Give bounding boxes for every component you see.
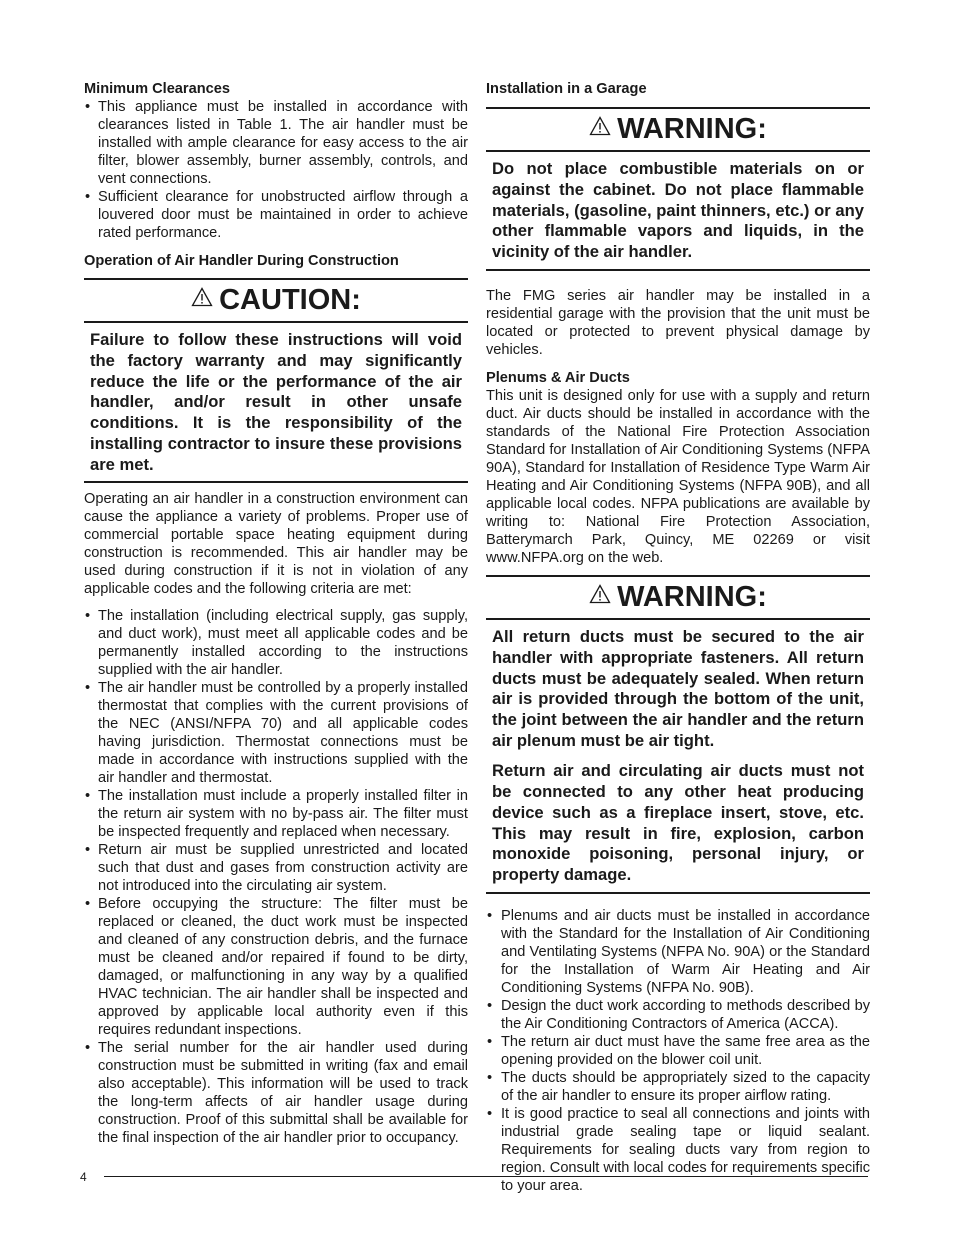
list-item: • This appliance must be installed in accordance with clearances listed in Table 1. The air handler must be installed with ample clearance for easy access to the air filter, blower assembly, burner assembly, controls, and vent connections.	[84, 98, 468, 188]
page-number: 4	[80, 1170, 87, 1184]
list-item: • Design the duct work according to methods described by the Air Conditioning Contractors of America (ACCA).	[486, 997, 870, 1033]
caution-box	[84, 278, 468, 483]
garage-heading: Installation in a Garage	[486, 81, 647, 97]
warning-title	[486, 107, 870, 152]
list-item: • The installation must include a properly installed filter in the return air system with no by-pass air. The filter must be inspected frequently and replaced when necessary.	[84, 787, 468, 841]
warning-text: Do not place combustible materials on or against the cabinet. Do not place flammable materials, (gasoline, paint thinners, etc.) or any other flammable vapors and liquids, in the vicinity of the air handler.	[492, 159, 864, 262]
list-item: • Before occupying the structure: The filter must be replaced or cleaned, the duct work must be inspected and cleaned of any construction debris, and the furnace must be cleaned and/or repaired if found to be dirty, damaged, or malfunctioning in any way by a qualified HVAC technician. The air handler shall be inspected and approved by applicable local authority even if this requires redundant inspections.	[84, 895, 468, 1039]
plenums-heading: Plenums & Air Ducts	[486, 369, 630, 386]
warning-title	[486, 575, 870, 620]
list-item: • The installation (including electrical supply, gas supply, and duct work), must meet all applicable codes and be permanently installed according to the instructions supplied with the air handler.	[84, 607, 468, 679]
list-item: • It is good practice to seal all connections and joints with industrial grade sealing tape or liquid sealant. Requirements for sealing ducts vary from region to region. Consult with local codes for requirements specific to your area.	[486, 1105, 870, 1195]
warning-triangle-icon	[191, 279, 213, 317]
caution-text: Failure to follow these instructions will void the factory warranty and may significantly reduce the life or the performance of the air handler, and/or result in other unsafe conditions. It is the responsibility of the installing contractor to insure these provisions are met.	[90, 330, 462, 474]
list-item: • Return air must be supplied unrestricted and located such that dust and gases from construction activity are not introduced into the circulating air system.	[84, 841, 468, 895]
warning-triangle-icon	[589, 576, 611, 614]
caution-title-text: CAUTION:	[219, 284, 361, 316]
minimum-clearances-heading: Minimum Clearances	[84, 81, 230, 97]
warning-box-ducts	[486, 575, 870, 894]
left-column	[84, 80, 468, 1147]
list-item: • The air handler must be controlled by a properly installed thermostat that complies with the current provisions of the NEC (ANSI/NFPA 70) and all applicable codes having jurisdiction. Thermostat connections must be made in accordance with instructions supplied with the air handler and thermostat.	[84, 679, 468, 787]
list-item: • The ducts should be appropriately sized to the capacity of the air handler to ensure its proper airflow rating.	[486, 1069, 870, 1105]
warning-text: Return air and circulating air ducts must not be connected to any other heat producing device such as a fireplace insert, stove, etc. This may result in fire, explosion, carbon monoxide poisoning, personal injury, or property damage.	[492, 761, 864, 884]
warning-triangle-icon	[589, 108, 611, 146]
list-item: • The return air duct must have the same free area as the opening provided on the blower coil unit.	[486, 1033, 870, 1069]
caution-title	[84, 278, 468, 323]
list-item: • Plenums and air ducts must be installed in accordance with the Standard for the Installation of Air Conditioning and Ventilating Systems (NFPA No. 90A) or the Standard for the Installation of Warm Air Heating and Air Conditioning Systems (NFPA No. 90B).	[486, 907, 870, 997]
warning-title-text: WARNING:	[617, 580, 767, 613]
construction-criteria-list	[84, 607, 468, 1147]
plenums-paragraph: This unit is designed only for use with a supply and return duct. Air ducts should be installed in accordance with the standards of the National Fire Protection Association Standard for Installation of Air Conditioning Systems (NFPA 90A), Standard for Installation of Residence Type Warm Air Heating and Air Conditioning Systems (NFPA 90B), and all applicable local codes. NFPA publications are available by writing to: National Fire Protection Association, Batterymarch Park, Quincy, ME 02269 or visit www.NFPA.org on the web.	[486, 387, 870, 566]
list-item: • Sufficient clearance for unobstructed airflow through a louvered door must be maintained in order to achieve rated performance.	[84, 188, 468, 242]
warning-body	[486, 620, 870, 893]
warning-box-garage	[486, 107, 870, 271]
warning-title-text: WARNING:	[617, 113, 767, 145]
warning-body	[486, 152, 870, 271]
operation-heading: Operation of Air Handler During Construction	[84, 253, 399, 269]
garage-paragraph: The FMG series air handler may be installed in a residential garage with the provision that the unit must be located or protected to prevent physical damage by vehicles.	[486, 287, 870, 358]
list-item: • The serial number for the air handler used during construction must be submitted in writing (fax and email also acceptable). This information will be used to track the long-term affects of air handler usage during construction. Proof of this submittal shall be available for the final inspection of the air handler prior to occupancy.	[84, 1039, 468, 1147]
footer-rule	[104, 1176, 868, 1177]
duct-requirements-list	[486, 907, 870, 1195]
right-column	[486, 80, 870, 1195]
warning-text: All return ducts must be secured to the air handler with appropriate fasteners. All return ducts must be adequately sealed. When return air is provided through the bottom of the unit, the joint between the air handler and the return air plenum must be air tight.	[492, 627, 864, 750]
caution-body	[84, 323, 468, 483]
minimum-clearances-list	[84, 98, 468, 242]
operation-paragraph: Operating an air handler in a construction environment can cause the appliance a variety of problems. Proper use of commercial portable space heating equipment during construction is recommended. This air handler may be used during construction if it is not in violation of any applicable codes and the following criteria are met:	[84, 491, 468, 598]
